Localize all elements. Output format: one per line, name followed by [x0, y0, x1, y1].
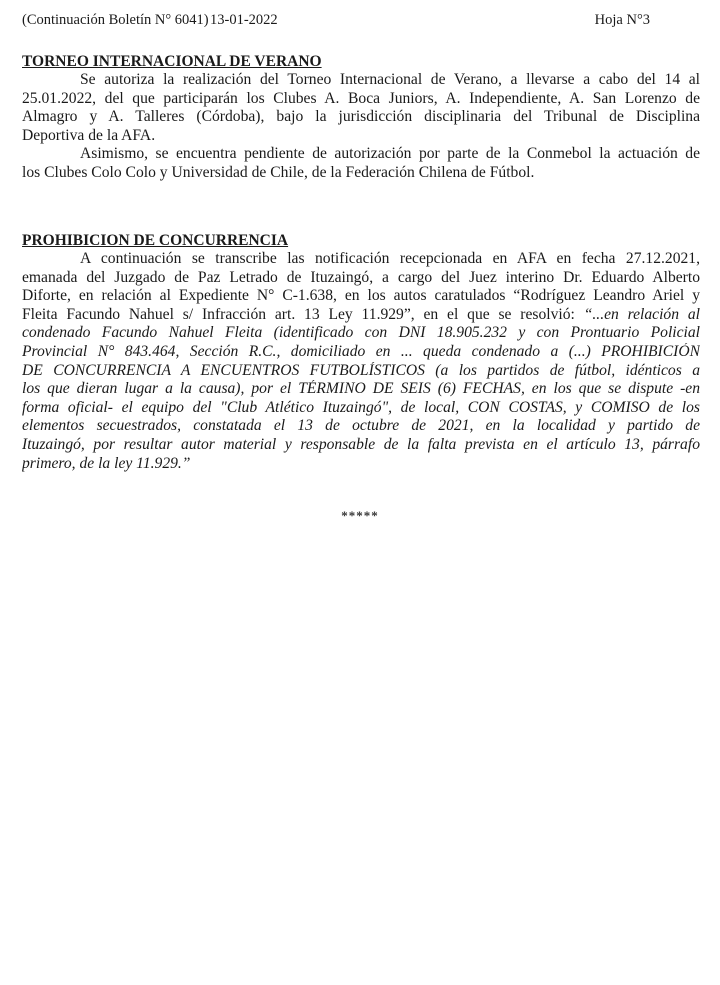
quoted-line: primero, de la ley 11.929.”	[22, 454, 191, 472]
paragraph-line: emanada del Juzgado de Paz Letrado de Ituzaingó, a cargo del Juez interino Dr. Eduardo Alberto	[22, 268, 700, 286]
quoted-line: forma oficial- el equipo del "Club Atlético Ituzaingó", de local, CON COSTAS, y COMISO de los	[22, 398, 700, 416]
section-separator: *****	[341, 508, 379, 523]
bulletin-date: 13-01-2022	[210, 12, 278, 28]
paragraph-line: 25.01.2022, del que participarán los Clubes A. Boca Juniors, A. Independiente, A. San Lorenzo de	[22, 89, 700, 107]
paragraph-line	[22, 306, 700, 325]
paragraph-line: Almagro y A. Talleres (Córdoba), bajo la jurisdicción disciplinaria del Tribunal de Disciplina	[22, 108, 700, 126]
section-heading: TORNEO INTERNACIONAL DE VERANO	[22, 53, 322, 70]
section-prohibicion-concurrencia	[22, 232, 700, 473]
paragraph-line: los Clubes Colo Colo y Universidad de Chile, de la Federación Chilena de Fútbol.	[22, 163, 535, 181]
paragraph-line: Diforte, en relación al Expediente N° C-1.638, en los autos caratulados “Rodríguez Leandro Ariel y	[22, 287, 700, 305]
page-number: Hoja N°3	[594, 12, 650, 28]
quoted-line: DE CONCURRENCIA A ENCUENTROS FUTBOLÍSTICOS (a los partidos de fútbol, idénticos a	[22, 361, 700, 379]
quoted-line: condenado Facundo Nahuel Fleita (identificado con DNI 18.905.232 y con Prontuario Policial	[22, 324, 700, 342]
paragraph-line: A continuación se transcribe las notificación recepcionada en AFA en fecha 27.12.2021,	[80, 250, 700, 267]
quoted-line: Provincial N° 843.464, Sección R.C., domiciliado en ... queda condenado a (...) PROHIBICIÓN	[22, 342, 700, 360]
section-heading: PROHIBICION DE CONCURRENCIA	[22, 232, 289, 249]
quote-start: “...en relación al	[583, 305, 700, 323]
paragraph-line: Se autoriza la realización del Torneo Internacional de Verano, a llevarse a cabo del 14 al	[80, 71, 700, 88]
paragraph-line: Deportiva de la AFA.	[22, 126, 156, 144]
section-torneo-internacional	[22, 53, 700, 183]
quoted-line: elementos secuestrados, constatada el 13 de octubre de 2021, en la localidad y partido de	[22, 417, 700, 435]
quoted-line: los que dieran lugar a la causa), por el TÉRMINO DE SEIS (6) FECHAS, en los que se dispute -en	[22, 380, 700, 398]
quoted-line: Ituzaingó, por resultar autor material y responsable de la falta prevista en el artículo 13, párrafo	[22, 435, 700, 453]
bulletin-continuation: (Continuación Boletín N° 6041)	[22, 12, 209, 28]
paragraph-line: Asimismo, se encuentra pendiente de autorización por parte de la Conmebol la actuación de	[80, 145, 700, 163]
line-text: Fleita Facundo Nahuel s/ Infracción art. 13 Ley 11.929”, en el que se resolvió:	[22, 305, 584, 323]
page-header	[22, 12, 702, 32]
